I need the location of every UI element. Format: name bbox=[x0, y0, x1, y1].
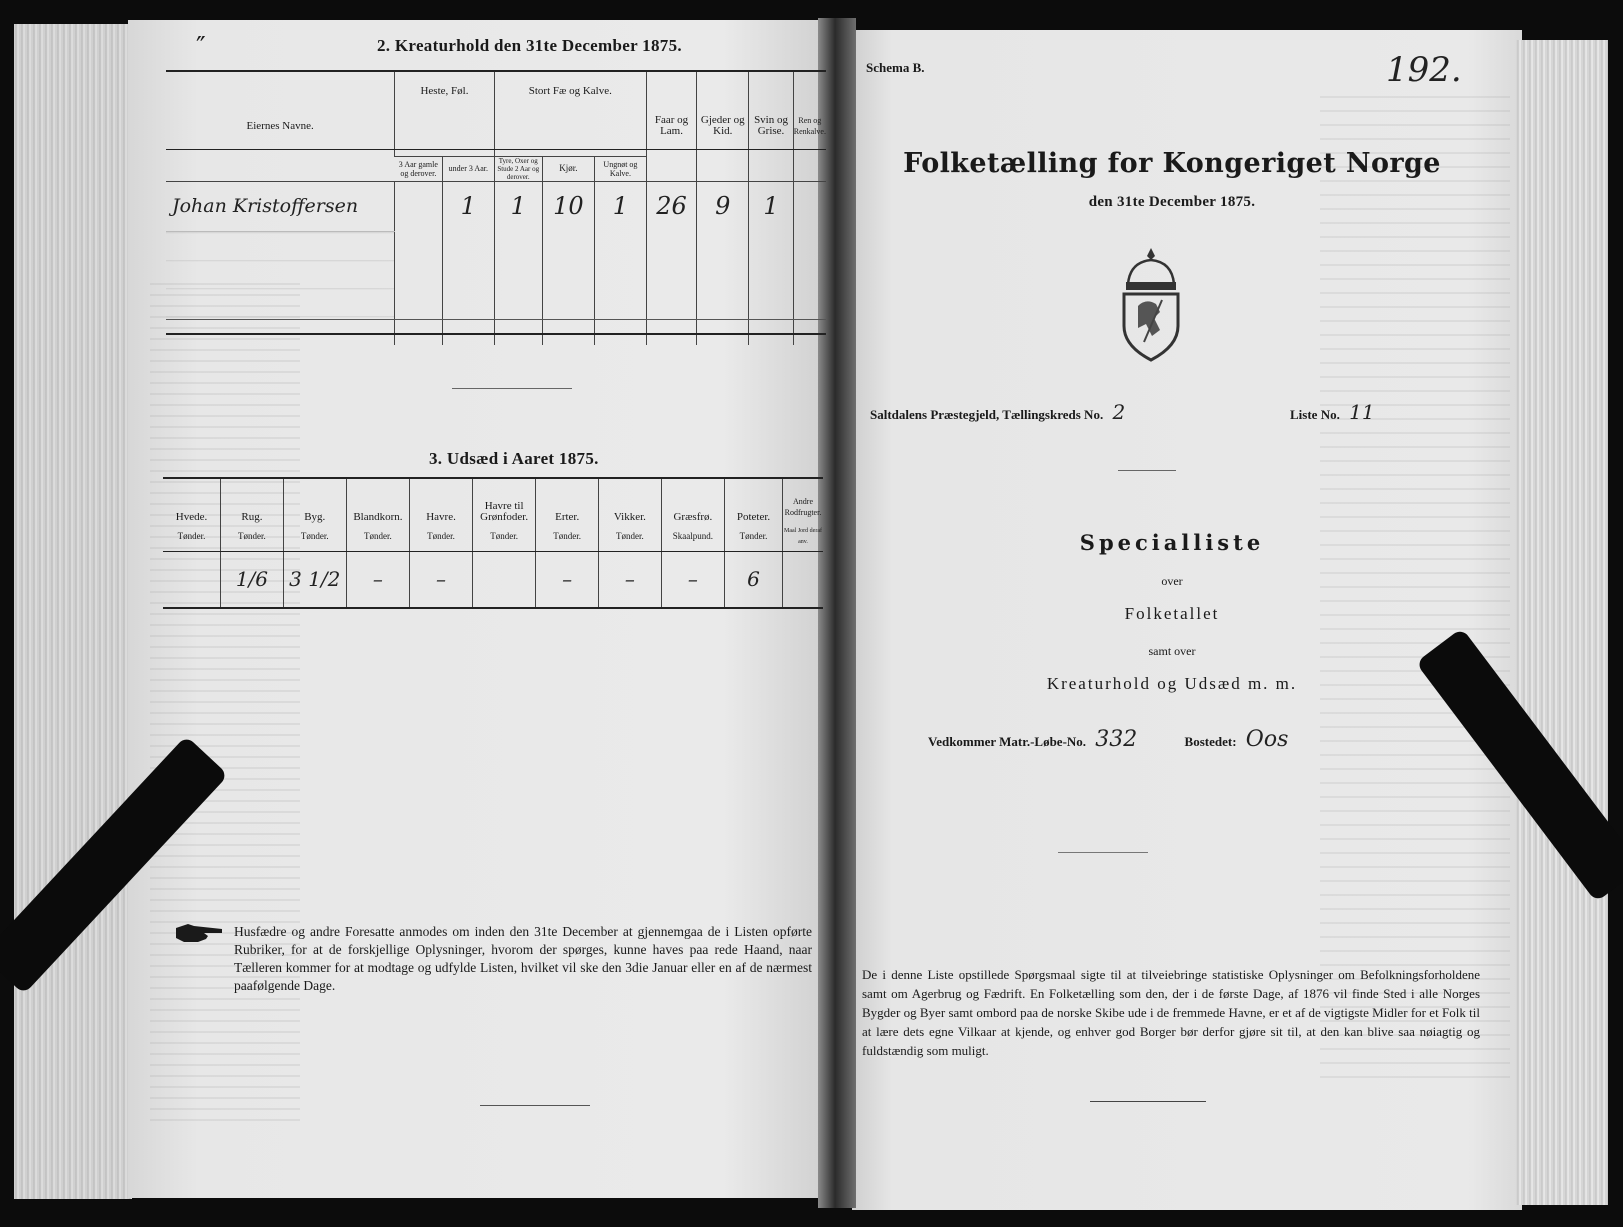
bleed-through-text bbox=[150, 280, 300, 1130]
seed-value-cell: – bbox=[599, 551, 662, 607]
seed-value-cell: – bbox=[410, 551, 473, 607]
seed-header-cell bbox=[283, 479, 346, 551]
seed-header-label: Havre. bbox=[426, 511, 456, 524]
separator bbox=[480, 1105, 590, 1106]
seed-unit-label: Maal Jord deraf anv. bbox=[784, 527, 822, 545]
parish-label: Saltdalens Præstegjeld, bbox=[870, 407, 1000, 422]
seed-header-label: Hvede. bbox=[175, 511, 208, 524]
livestock-cell: 1 bbox=[494, 181, 542, 231]
heste-a-header: 3 Aar gamle og derover. bbox=[398, 159, 438, 178]
seed-header-cell bbox=[536, 479, 599, 551]
seed-header-label: Rug. bbox=[241, 511, 263, 524]
table-row bbox=[166, 231, 826, 345]
bleed-through-text-right bbox=[1320, 90, 1510, 1090]
stort-group-header: Stort Fæ og Kalve. bbox=[494, 72, 646, 156]
kreaturhold-text: Kreaturhold og Udsæd m. m. bbox=[1046, 674, 1298, 693]
district-label: Tællingskreds No. bbox=[1002, 407, 1104, 422]
seed-header-cell bbox=[783, 479, 823, 551]
section3-title: 3. Udsæd i Aaret 1875. bbox=[429, 449, 599, 468]
seed-value-cell bbox=[783, 551, 823, 607]
tyre-header: Tyre, Oxer og Stude 2 Aar og derover. bbox=[494, 156, 542, 181]
livestock-cell: 1 bbox=[594, 181, 646, 231]
seed-table bbox=[163, 479, 823, 607]
parish-line bbox=[870, 400, 1125, 424]
seed-value-cell bbox=[472, 551, 535, 607]
list-label: Liste No. bbox=[1290, 407, 1340, 422]
seed-header-label: Erter. bbox=[555, 511, 580, 524]
section2-title: 2. Kreaturhold den 31te December 1875. bbox=[377, 36, 682, 55]
seed-header-label: Andre Rodfrugter. bbox=[784, 496, 822, 517]
owner-header-cell: Eiernes Navne. bbox=[246, 119, 314, 132]
over-text: over bbox=[1161, 574, 1183, 588]
seed-header-cell bbox=[346, 479, 409, 551]
samt-over-text: samt over bbox=[1148, 644, 1196, 658]
owner-name: Johan Kristoffersen bbox=[166, 181, 395, 231]
specialliste-heading: Specialliste bbox=[1079, 530, 1265, 555]
seed-header-rule bbox=[163, 551, 823, 552]
separator bbox=[1058, 852, 1148, 853]
page-number: 192. bbox=[1386, 50, 1462, 90]
seed-value-cell: – bbox=[536, 551, 599, 607]
folketallet-text: Folketallet bbox=[1124, 604, 1220, 623]
left-page-edge bbox=[14, 24, 132, 1199]
livestock-cell: 1 bbox=[749, 181, 793, 231]
seed-header-cell bbox=[221, 479, 284, 551]
seed-unit-label: Tønder. bbox=[490, 531, 518, 542]
seed-header-label: Byg. bbox=[304, 511, 326, 524]
seed-unit-label: Tønder. bbox=[364, 531, 392, 542]
schema-label: Schema B. bbox=[866, 60, 925, 75]
seed-header-label: Havre til Grønfoder. bbox=[480, 500, 529, 524]
ungnod-header: Ungnøt og Kalve. bbox=[594, 156, 646, 181]
ren-header: Ren og Renkalve. bbox=[793, 72, 826, 181]
heste-group-header: Heste, Føl. bbox=[395, 72, 494, 156]
bosted-label: Bostedet: bbox=[1184, 734, 1237, 749]
pointing-hand-icon bbox=[174, 920, 226, 946]
seed-table-bottom-rule bbox=[163, 607, 823, 609]
seed-header-cell bbox=[724, 479, 782, 551]
seed-header-label: Poteter. bbox=[736, 511, 771, 524]
header-rule bbox=[166, 149, 826, 150]
seed-header-label: Blandkorn. bbox=[353, 511, 403, 524]
subtitle: den 31te December 1875. bbox=[1088, 194, 1256, 210]
table-rule bbox=[166, 319, 826, 320]
seed-value-cell bbox=[163, 551, 221, 607]
livestock-cell: 9 bbox=[697, 181, 749, 231]
notice-text: Husfædre og andre Foresatte anmodes om inden den 31te December at gjennemgaa de i Listen opførte Rubriker, for at de forskjellige Oplysninger, hvorom der spørges, kunne haves paa rede Haand, naar Tælleren kommer for at modtage og udfylde Listen, hvilket vil ske den 3die Januar eller en af de nærmest paafølgende Dage. bbox=[234, 924, 812, 993]
separator bbox=[1118, 470, 1176, 471]
seed-unit-label: Tønder. bbox=[616, 531, 644, 542]
footer-text: De i denne Liste opstillede Spørgsmaal sigte til at tilveiebringe statistiske Oplysninger om Befolkningsforholdene samt om Agerbrug og Fædrift. En Folketælling som den, der i de første Dage, af 1876 vil finde Sted i alle Norges Bygder og Byer samt ombord paa de norske Skibe ude i de fremmede Havne, er et af de vigtigste Midler for et Folk til at lære dets egne Vilkaar at kjende, og enhver god Borger bør derfor gjøre sit til, at den kan blive saa nøiagtig og fuldstændig som muligt. bbox=[862, 967, 1480, 1058]
livestock-cell bbox=[395, 181, 443, 231]
kjor-header: Kjør. bbox=[542, 156, 594, 181]
seed-header-cell bbox=[163, 479, 221, 551]
seed-unit-label: Tønder. bbox=[427, 531, 455, 542]
seed-unit-label: Skaalpund. bbox=[672, 531, 714, 542]
seed-unit-label: Tønder. bbox=[300, 531, 329, 542]
main-title: Folketælling for Kongeriget Norge bbox=[903, 148, 1441, 179]
faar-header: Faar og Lam. bbox=[646, 72, 696, 181]
seed-unit-label: Tønder. bbox=[553, 531, 582, 542]
livestock-cell: 26 bbox=[646, 181, 696, 231]
gjeder-header: Gjeder og Kid. bbox=[697, 72, 749, 181]
separator bbox=[1090, 1101, 1206, 1102]
right-page-edge bbox=[1516, 40, 1608, 1205]
coat-of-arms-icon bbox=[1116, 246, 1186, 364]
seed-value-cell: 6 bbox=[724, 551, 782, 607]
seed-value-cell: – bbox=[661, 551, 724, 607]
table-row bbox=[166, 181, 826, 231]
list-line bbox=[1290, 400, 1375, 424]
matr-line bbox=[928, 727, 1288, 752]
livestock-cell: 1 bbox=[442, 181, 494, 231]
matr-label: Vedkommer Matr.-Løbe-No. bbox=[928, 734, 1087, 749]
seed-header-cell bbox=[410, 479, 473, 551]
list-value: 11 bbox=[1349, 400, 1375, 424]
livestock-cell: 10 bbox=[542, 181, 594, 231]
separator bbox=[452, 388, 572, 389]
seed-value-cell: – bbox=[346, 551, 409, 607]
table-row bbox=[163, 551, 823, 607]
seed-header-label: Vikker. bbox=[613, 511, 646, 524]
seed-unit-label: Tønder. bbox=[177, 531, 206, 542]
seed-value-cell: 3 1/2 bbox=[283, 551, 346, 607]
livestock-cell bbox=[793, 181, 826, 231]
seed-value-cell: 1/6 bbox=[221, 551, 284, 607]
seed-unit-label: Tønder. bbox=[739, 531, 768, 542]
table-bottom-rule bbox=[166, 333, 826, 335]
seed-header-label: Græsfrø. bbox=[673, 511, 713, 524]
livestock-table bbox=[166, 72, 826, 345]
bosted-value: Oos bbox=[1245, 727, 1289, 752]
svin-header: Svin og Grise. bbox=[749, 72, 793, 181]
heste-b-header: under 3 Aar. bbox=[442, 156, 494, 181]
seed-header-cell bbox=[472, 479, 535, 551]
matr-value: 332 bbox=[1095, 727, 1138, 752]
seed-header-cell bbox=[661, 479, 724, 551]
seed-unit-label: Tønder. bbox=[238, 531, 266, 542]
district-value: 2 bbox=[1112, 400, 1126, 424]
corner-mark: ″ bbox=[196, 32, 206, 62]
seed-header-cell bbox=[599, 479, 662, 551]
